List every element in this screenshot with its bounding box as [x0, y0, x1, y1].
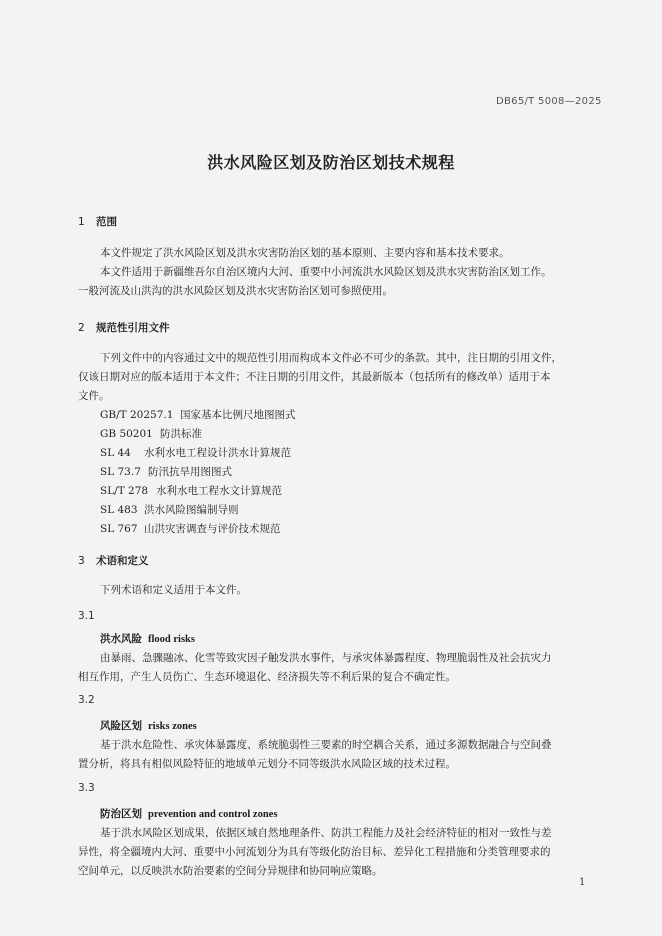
section-heading-scope [78, 214, 117, 229]
paragraph: 下列术语和定义适用于本文件。 [100, 584, 247, 596]
reference-code: SL/T 278 [100, 485, 149, 497]
section-number: 2 [78, 322, 85, 334]
reference-item [100, 407, 296, 422]
term-en: flood risks [148, 634, 195, 645]
term-title [100, 718, 197, 733]
section-title: 范围 [96, 216, 117, 228]
paragraph-line: 下列文件中的内容通过文中的规范性引用而构成本文件必不可少的条款。其中，注日期的引用文件， [100, 352, 562, 364]
term-title [100, 806, 277, 821]
reference-title: 防洪标准 [160, 428, 202, 440]
reference-code: SL 44 [100, 447, 131, 459]
reference-item [100, 464, 232, 479]
reference-code: SL 73.7 [100, 466, 141, 478]
term-number: 3.2 [78, 694, 95, 706]
paragraph-line: 基于洪水风险区划成果，依据区域自然地理条件、防洪工程能力及社会经济特征的相对一致性与差 [100, 827, 552, 839]
reference-title: 防汛抗旱用图图式 [148, 466, 232, 478]
document-title: 洪水风险区划及防治区划技术规程 [207, 153, 455, 172]
term-zh: 风险区划 [100, 720, 142, 732]
reference-title: 水利水电工程水文计算规范 [156, 485, 282, 497]
term-en: prevention and control zones [148, 809, 278, 820]
reference-code: SL 767 [100, 523, 138, 535]
paragraph-line: 异性，将全疆境内大河、重要中小河流划分为具有等级化防治目标、差异化工程措施和分类管理要求的 [78, 846, 551, 858]
reference-item [100, 445, 291, 460]
term-title [100, 631, 195, 646]
term-zh: 洪水风险 [100, 633, 142, 645]
term-en: risks zones [148, 721, 197, 732]
reference-code: GB/T 20257.1 [100, 409, 174, 421]
paragraph-line: 置分析，将具有相似风险特征的地域单元划分不同等级洪水风险区域的技术过程。 [78, 758, 456, 770]
paragraph-line: 基于洪水危险性、承灾体暴露度、系统脆弱性三要素的时空耦合关系，通过多源数据融合与空间叠 [100, 739, 552, 751]
reference-item [100, 521, 281, 536]
paragraph-line: 相互作用，产生人员伤亡、生态环境退化、经济损失等不利后果的复合不确定性。 [78, 671, 456, 683]
paragraph-line: 由暴雨、急骤融冰、化雪等致灾因子触发洪水事件，与承灾体暴露程度、物理脆弱性及社会抗灾力 [100, 652, 552, 664]
section-title: 规范性引用文件 [96, 322, 170, 334]
section-number: 1 [78, 216, 85, 228]
reference-item [100, 426, 202, 441]
reference-title: 国家基本比例尺地图图式 [180, 409, 296, 421]
paragraph-line: 仅该日期对应的版本适用于本文件；不注日期的引用文件，其最新版本（包括所有的修改单）适用于本 [78, 371, 551, 383]
reference-title: 水利水电工程设计洪水计算规范 [144, 447, 291, 459]
paragraph-line: 文件。 [78, 390, 110, 402]
section-heading-normative-references [78, 320, 170, 335]
paragraph-line: 一般河流及山洪沟的洪水风险区划及洪水灾害防治区划可参照使用。 [78, 285, 393, 297]
reference-title: 洪水风险图编制导则 [144, 504, 239, 516]
reference-title: 山洪灾害调查与评价技术规范 [144, 523, 281, 535]
term-number: 3.1 [78, 610, 95, 622]
reference-code: GB 50201 [100, 428, 153, 440]
paragraph: 本文件规定了洪水风险区划及洪水灾害防治区划的基本原则、主要内容和基本技术要求。 [100, 247, 510, 259]
section-title: 术语和定义 [96, 555, 149, 567]
term-zh: 防治区划 [100, 808, 142, 820]
paragraph-line: 本文件适用于新疆维吾尔自治区境内大河、重要中小河流洪水风险区划及洪水灾害防治区划工作。 [100, 266, 552, 278]
reference-code: SL 483 [100, 504, 138, 516]
section-number: 3 [78, 555, 85, 567]
standard-code: DB65/T 5008—2025 [496, 96, 602, 107]
reference-item [100, 483, 282, 498]
section-heading-terms-definitions [78, 553, 149, 568]
page-number: 1 [579, 877, 586, 888]
term-number: 3.3 [78, 782, 95, 794]
paragraph-line: 空间单元，以反映洪水防治要素的空间分异规律和协同响应策略。 [78, 865, 383, 877]
reference-item [100, 502, 239, 517]
